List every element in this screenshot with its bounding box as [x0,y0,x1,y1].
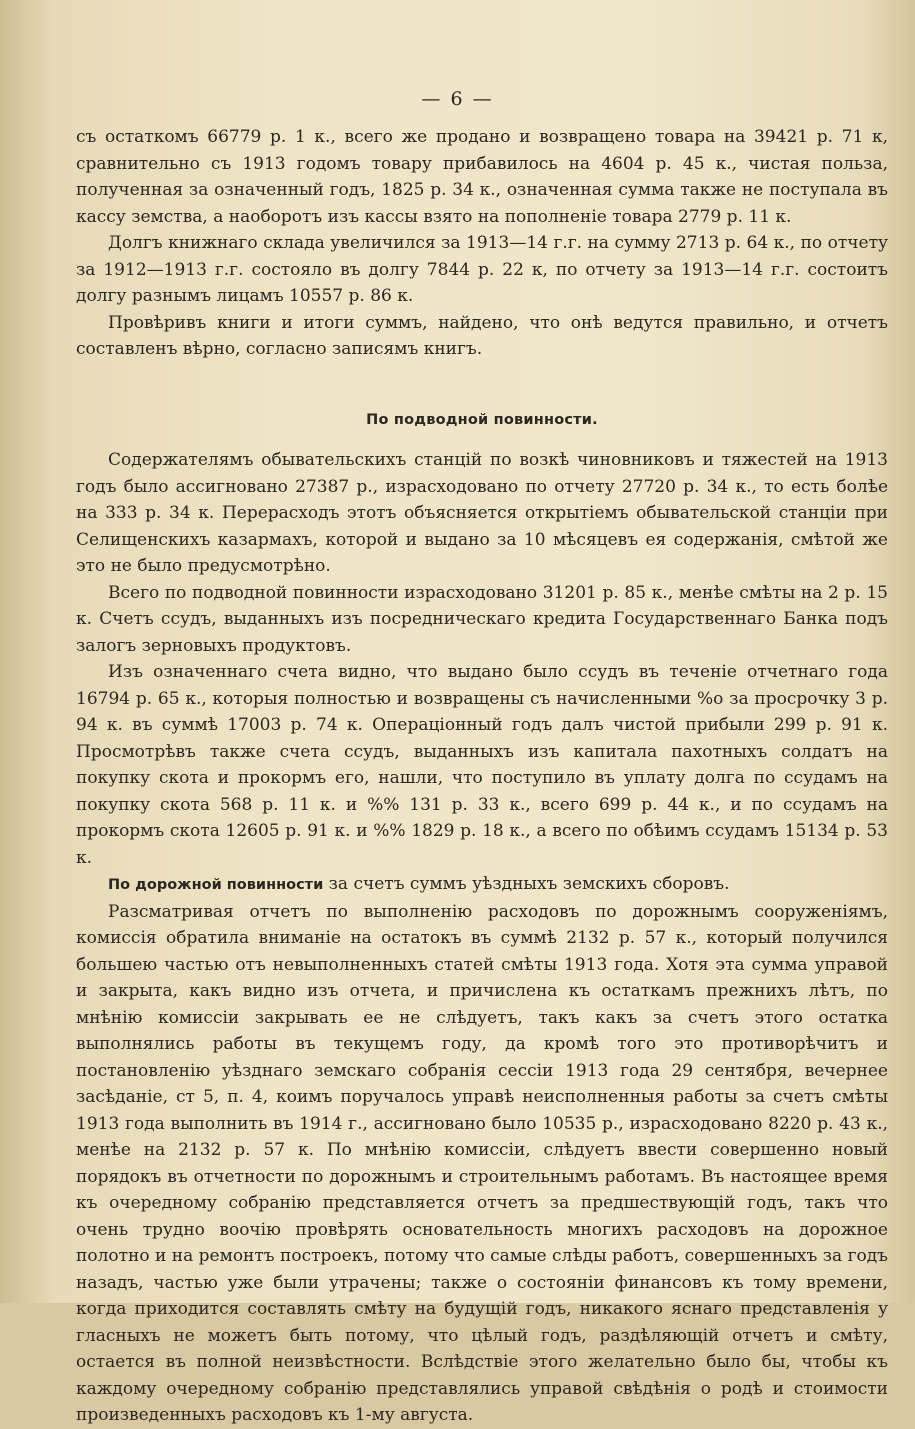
paragraph-total-cartage: Всего по подводной повинности израсходовано 31201 р. 85 к., менѣе смѣты на 2 р. 15 к. Счетъ ссудъ, выданныхъ изъ посредническаго кредита Государственнаго Банка подъ залогъ зерновыхъ продуктовъ. [76,582,888,656]
paragraph-station-keepers: Содержателямъ обывательскихъ станцій по возкѣ чиновниковъ и тяжестей на 1913 годъ было ассигновано 27387 р., израсходовано по отчету 27720 р. 34 к., то есть болѣе на 333 р. 34 к. Перерасходъ этотъ объясняется открытіемъ обывательской станціи при Селищенскихъ казармахъ, которой и выдано за 10 мѣсяцевъ ея содержанія, смѣтой же это не было предусмотрѣно. [76,450,888,576]
paragraph-road-works-report: Разсматривая отчетъ по выполненію расходовъ по дорожнымъ сооруженіямъ, комиссія обратила вниманіе на остатокъ въ суммѣ 2132 р. 57 к., который получился большею частью отъ невыполненныхъ статей смѣты 1913 года. Хотя эта сумма управой и закрыта, какъ видно изъ отчета, и причислена къ остаткамъ прежнихъ лѣтъ, по мнѣнію комиссіи закрывать ее не слѣдуетъ, такъ какъ за счетъ этого остатка выполнялись работы въ текущемъ году, да кромѣ того это противорѣчитъ и постановленію уѣзднаго земскаго собранія сессіи 1913 года 29 сентября, вечернее засѣданіе, ст 5, п. 4, коимъ поручалось управѣ неисполненныя работы за счетъ смѣты 1913 года выполнить въ 1914 г., ассигновано было 10535 р., израсходовано 8220 р. 43 к., менѣе на 2132 р. 57 к. По мнѣнію комиссіи, слѣдуетъ ввести совершенно новый порядокъ въ отчетности по дорожнымъ и строительнымъ работамъ. Въ настоящее время къ очередному собранію представляется отчетъ за предшествующій годъ, такъ что очень трудно воочію провѣрять основательность многихъ расходовъ на дорожное полотно и на ремонтъ построекъ, потому что самые слѣды работъ, совершенныхъ за годъ назадъ, частью уже были утрачены; также о состояніи финансовъ къ тому времени, когда приходится составлять смѣту на будущій годъ, никакого яснаго представленія у гласныхъ не можетъ быть потому, что цѣлый годъ, раздѣляющій отчетъ и смѣту, остается въ полной неизвѣстности. Вслѣдствіе этого желательно было бы, чтобы къ каждому очередному собранію представлялись управой свѣдѣнія о родѣ и стоимости произведенныхъ расходовъ къ 1-му августа. [76,901,888,1425]
section-heading-road-duty-line [76,871,888,899]
paragraph-book-warehouse-debt: Долгъ книжнаго склада увеличился за 1913—14 г.г. на сумму 2713 р. 64 к., по отчету за 1912—1913 г.г. состояло въ долгу 7844 р. 22 к, по отчету за 1913—14 г.г. состоитъ долгу разнымъ лицамъ 10557 р. 86 к. [76,233,888,306]
paragraph-loans-account: Изъ означеннаго счета видно, что выдано было ссудъ въ теченіе отчетнаго года 16794 р. 65 к., которыя полностью и возвращены съ начисленными %о за просрочку 3 р. 94 к. въ суммѣ 17003 р. 74 к. Операціонный годъ далъ чистой прибыли 299 р. 91 к. Просмотрѣвъ также счета ссудъ, выданныхъ изъ капитала пахотныхъ солдатъ на покупку скота и прокормъ его, нашли, что поступило въ уплату долга по ссудамъ на покупку скота 568 р. 11 к. и %% 131 р. 33 к., всего 699 р. 44 к., и по ссудамъ на прокормъ скота 12605 р. 91 к. и %% 1829 р. 18 к., а всего по обѣимъ ссудамъ 15134 р. 53 к. [76,662,888,868]
section-heading-road-duty-rest: за счетъ суммъ уѣздныхъ земскихъ сборовъ. [323,874,730,894]
document-body [76,124,888,1429]
paragraph-continued: съ остаткомъ 66779 р. 1 к., всего же продано и возвращено товара на 39421 р. 71 к, сравнительно съ 1913 годомъ товару прибавилось на 4604 р. 45 к., чистая польза, полученная за означенный годъ, 1825 р. 34 к., означенная сумма также не поступала въ кассу земства, а наоборотъ изъ кассы взято на пополненіе товара 2779 р. 11 к. [76,127,888,227]
paragraph-books-verified: Провѣривъ книги и итоги суммъ, найдено, что онѣ ведутся правильно, и отчетъ составленъ вѣрно, согласно записямъ книгъ. [76,312,888,359]
section-heading-road-duty: По дорожной повинности [108,877,324,893]
page-number: — 6 — [421,88,494,110]
section-heading-cartage-duty: По подводной повинности. [366,411,598,428]
